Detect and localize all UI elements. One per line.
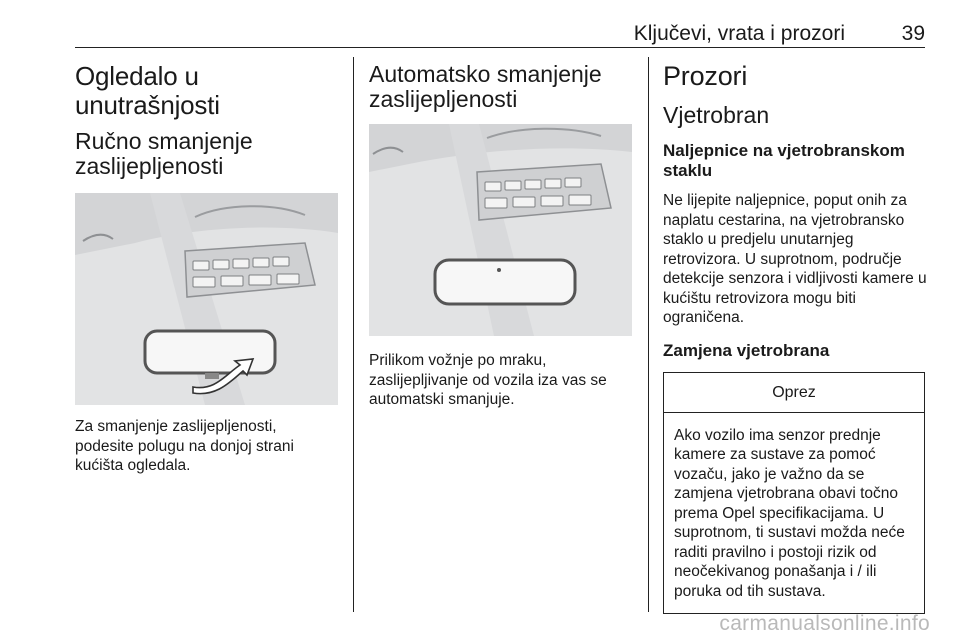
running-header-title: Ključevi, vrata i prozori [633, 22, 845, 45]
section-heading-windows: Prozori [663, 61, 748, 91]
caution-text: Ako vozilo ima senzor prednje kamere za sustave za pomoć vozaču, jako je važno da se zamjena vjetrobrana obavi točno prema Opel specifikacijama. U suprotnom, ti sustavi možda neće raditi pravilno i postoji rizik od neočekivanog ponašanja i / ili poruka od tih sustava. [674, 426, 905, 600]
subheading-automatic-dimming: Automatsko smanjenje zaslijepljenosti [369, 61, 602, 112]
right-column [663, 62, 927, 614]
left-column [75, 62, 343, 476]
subheading-windscreen: Vjetrobran [663, 102, 770, 128]
header-rule [75, 47, 925, 48]
manual-dimming-text: Za smanjenje zaslijepljenosti, podesite polugu na donjoj strani kućišta ogledala. [75, 418, 294, 474]
illustration-manual-mirror [75, 193, 338, 405]
stickers-title: Naljepnice na vjetrobranskom staklu [663, 141, 905, 180]
caution-label: Oprez [664, 373, 924, 413]
manual-mirror-illustration [75, 193, 338, 405]
caution-box [663, 372, 925, 615]
watermark: carmanualsonline.info [719, 612, 930, 635]
column-divider-right [648, 57, 649, 612]
page-number: 39 [901, 22, 925, 45]
middle-column [369, 62, 637, 410]
automatic-dimming-text: Prilikom vožnje po mraku, zaslijepljivanje od vozila iza vas se automatski smanjuje. [369, 352, 607, 408]
illustration-automatic-mirror [369, 124, 632, 336]
windscreen-replacement-title: Zamjena vjetrobrana [663, 340, 830, 360]
section-heading-mirror: Ogledalo u unutrašnjosti [75, 61, 220, 120]
subheading-manual-dimming: Ručno smanjenje zaslijepljenosti [75, 128, 253, 179]
column-divider-left [353, 57, 354, 612]
stickers-text: Ne lijepite naljepnice, poput onih za naplatu cestarina, na vjetrobransko staklo u predjelu unutarnjeg retrovizora. U suprotnom, područje detekcije senzora i vidljivosti kamere u kućištu retrovizora mogu biti ograničena. [663, 192, 927, 326]
automatic-mirror-illustration [369, 124, 632, 336]
